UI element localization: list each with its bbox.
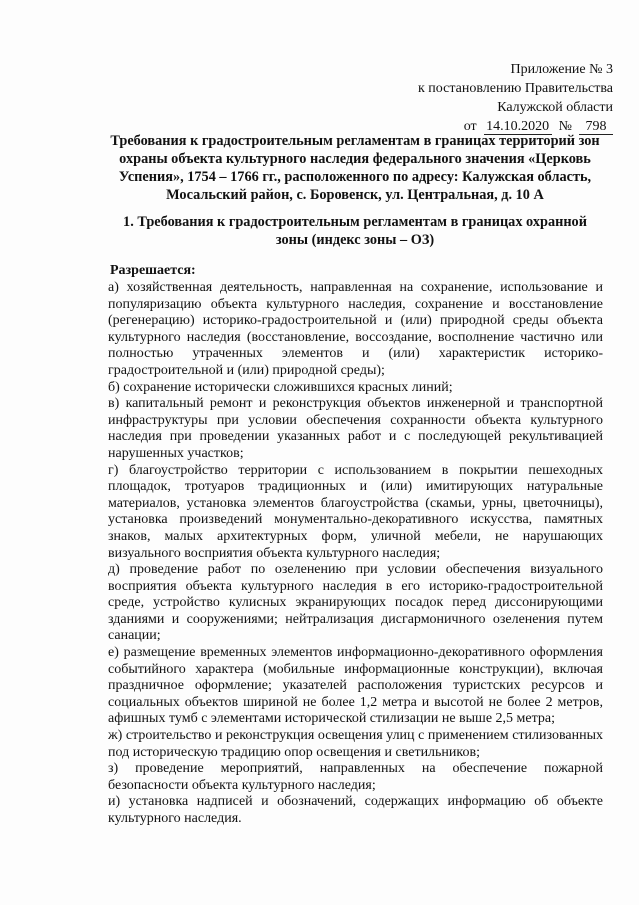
list-item: и) установка надписей и обозначений, содержащих информацию об объекте культурного наследия. <box>108 794 603 826</box>
decree-date: 14.10.2020 <box>484 119 552 135</box>
list-item: в) капитальный ремонт и реконструкция объектов инженерной и транспортной инфраструктуры при условии обеспечения сохранности объекта культурного наследия при проведении указанных работ и с последующей рекультивацией нарушенных участков; <box>108 396 603 461</box>
list-item: г) благоустройство территории с использованием в покрытии пешеходных площадок, тротуаров традиционных и (или) имитирующих натуральные материалов, установка элементов благоустройства (скамьи, урны, цветочницы), установка произведений монументально-декоративного искусства, памятных знаков, малых архитектурных форм, уличной мебели, не нарушающих визуального восприятия объекта культурного наследия; <box>108 462 603 561</box>
list-item: ж) строительство и реконструкция освещения улиц с применением стилизованных под историческую традицию опор освещения и светильников; <box>108 728 603 760</box>
allowed-list <box>108 280 603 828</box>
list-item: д) проведение работ по озеленению при условии обеспечения визуального восприятия объекта культурного наследия в его историко-градостроительной среде, устройство кулисных экранирующих посадок перед диссонирующими зданиями и сооружениями; нейтрализация дисгармоничного озеленения путем санации; <box>108 562 603 644</box>
appendix-header <box>418 60 613 136</box>
appendix-reference: к постановлению Правительства <box>417 81 613 96</box>
appendix-region: Калужской области <box>497 100 613 115</box>
list-item: б) сохранение исторически сложившихся красных линий; <box>108 379 453 395</box>
date-prefix: от <box>463 119 477 134</box>
allowed-label: Разрешается: <box>110 263 196 278</box>
list-item: а) хозяйственная деятельность, направленная на сохранение, использование и популяризацию объекта культурного наследия, сохранение и восстановление (регенерацию) историко-градостроительной и (или) природной среды объекта культурного наследия (восстановление, воссоздание, восполнение частично или полностью утраченных элементов и (или) характеристик историко-градостроительной и (или) природной среды); <box>108 280 603 378</box>
decree-number: 798 <box>579 119 613 135</box>
document-title: Требования к градостроительным регламентам в границах территорий зон охраны объекта культурного наследия федерального значения «Церковь Успения», 1754 – 1766 гг., расположенного по адресу: Калужская область, Мосальский район, с. Боровенск, ул. Центральная, д. 10 А <box>110 133 600 203</box>
list-item: з) проведение мероприятий, направленных на обеспечение пожарной безопасности объекта культурного наследия; <box>108 761 603 793</box>
appendix-number: Приложение № 3 <box>510 62 613 77</box>
number-sign: № <box>558 119 572 134</box>
section-title: 1. Требования к градостроительным регламентам в границах охранной зоны (индекс зоны – ОЗ) <box>123 214 587 248</box>
list-item: е) размещение временных элементов информационно-декоративного оформления событийного характера (мобильные информационные конструкции), включая праздничное оформление; указателей расположения туристских ресурсов и социальных объектов шириной не более 1,2 метра и высотой не более 2 метров, афишных тумб с элементами исторической стилизации не выше 2,5 метра; <box>108 645 603 727</box>
